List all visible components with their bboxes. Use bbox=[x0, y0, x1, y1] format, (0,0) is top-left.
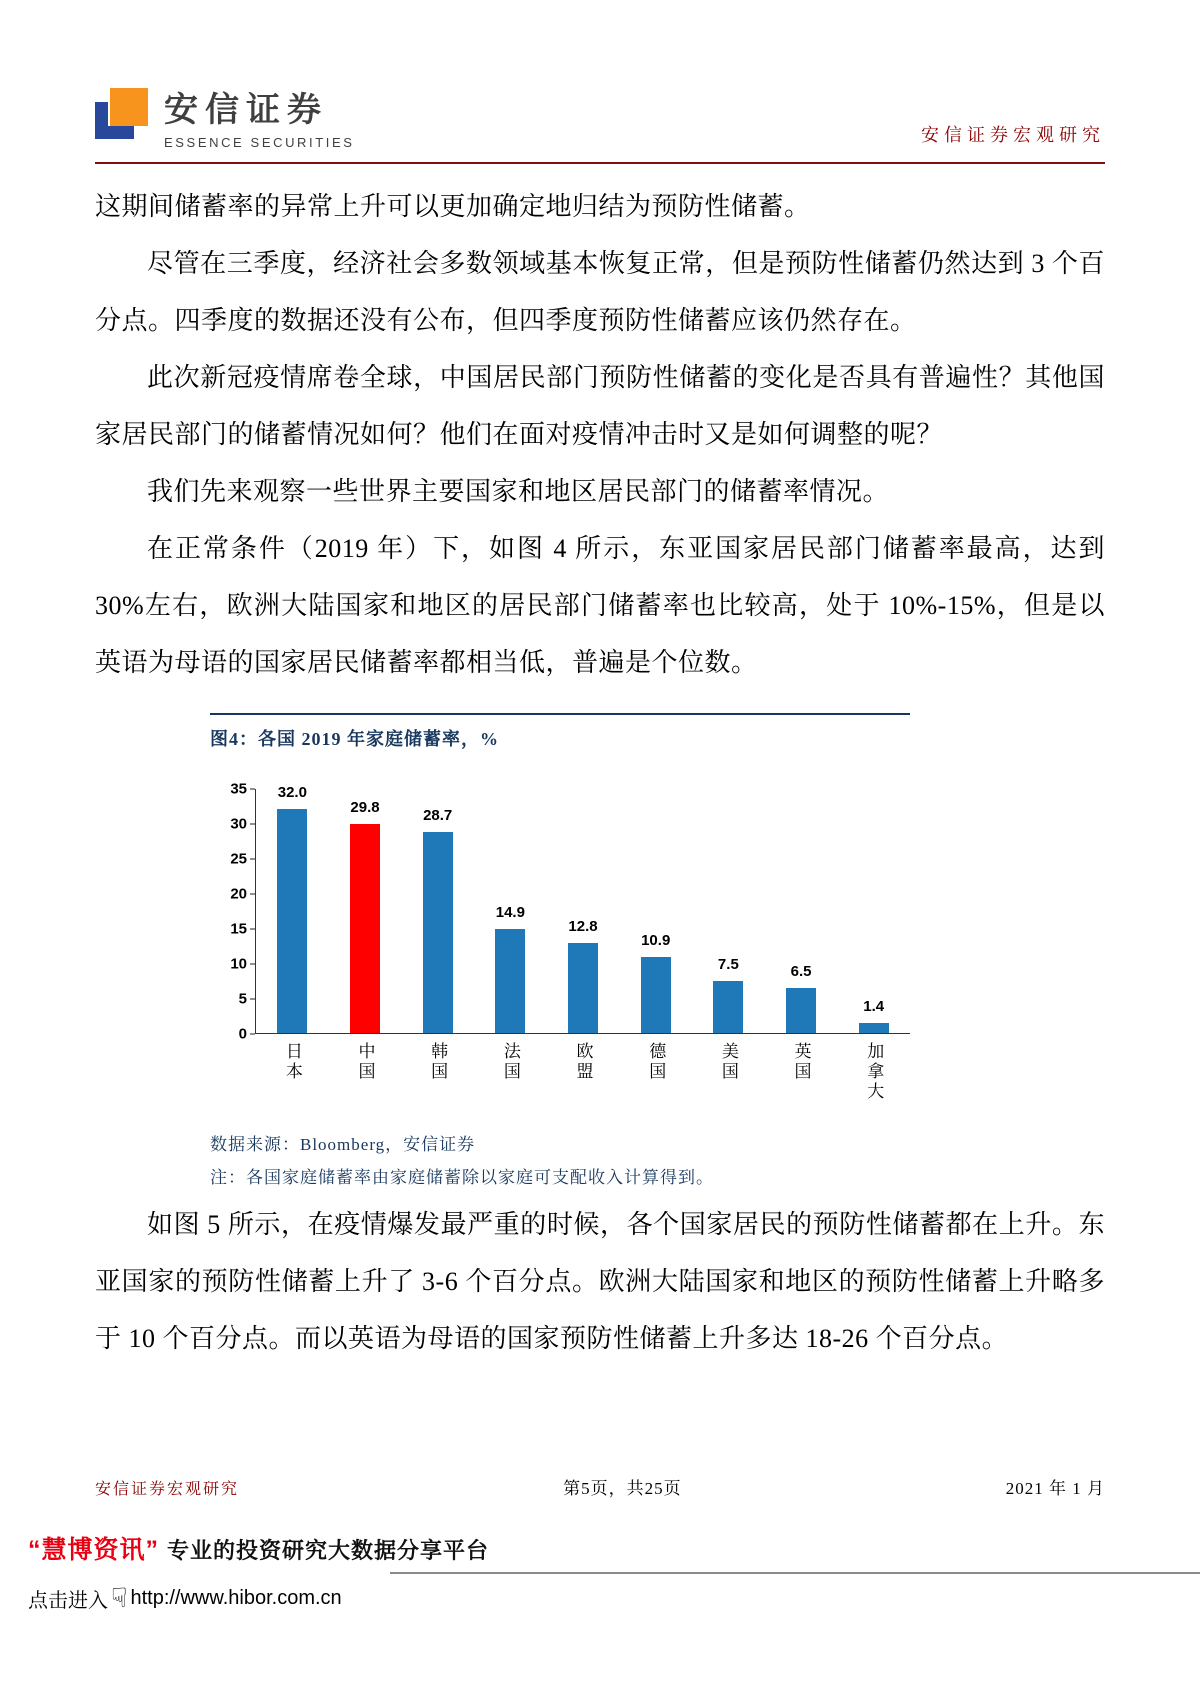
paragraph-2: 尽管在三季度，经济社会多数领域基本恢复正常，但是预防性储蓄仍然达到 3 个百分点。四季度的数据还没有公布，但四季度预防性储蓄应该仍然存在。 bbox=[95, 249, 1105, 335]
article-body bbox=[95, 178, 1105, 1367]
chart-source: 数据来源：Bloomberg，安信证券 bbox=[210, 1135, 476, 1154]
paragraph-6: 如图 5 所示，在疫情爆发最严重的时候，各个国家居民的预防性储蓄都在上升。东亚国家的预防性储蓄上升了 3-6 个百分点。欧洲大陆国家和地区的预防性储蓄上升略多于 10 个百分点。而以英语为母语的国家预防性储蓄上升多达 18-26 个百分点。 bbox=[95, 1210, 1105, 1353]
y-axis bbox=[210, 780, 255, 1043]
bar-日本 bbox=[256, 784, 329, 1033]
chart-top-divider bbox=[210, 713, 910, 715]
x-label-美国: 美国 bbox=[718, 1042, 738, 1082]
paragraph-1: 这期间储蓄率的异常上升可以更加确定地归结为预防性储蓄。 bbox=[95, 192, 811, 221]
x-label-韩国: 韩国 bbox=[428, 1042, 448, 1082]
y-tick: 15 bbox=[230, 921, 255, 938]
bar-chart-plot bbox=[210, 780, 910, 1043]
y-tick: 25 bbox=[230, 851, 255, 868]
bar-value-label: 28.7 bbox=[423, 807, 453, 825]
page-header bbox=[95, 0, 1105, 164]
y-tick: 0 bbox=[239, 1026, 255, 1043]
brand-text bbox=[164, 82, 355, 150]
bar-美国 bbox=[692, 955, 765, 1034]
bar-英国 bbox=[765, 962, 838, 1034]
x-label-法国: 法国 bbox=[500, 1042, 520, 1082]
x-axis-labels bbox=[256, 1034, 910, 1102]
bar-德国 bbox=[619, 931, 692, 1033]
bar-欧盟 bbox=[547, 918, 620, 1033]
header-divider bbox=[95, 162, 1105, 164]
bar-法国 bbox=[474, 903, 547, 1033]
chart-title: 图4：各国 2019 年家庭储蓄率，% bbox=[210, 729, 499, 749]
y-tick: 30 bbox=[230, 816, 255, 833]
paragraph-5: 在正常条件（2019 年）下，如图 4 所示，东亚国家居民部门储蓄率最高，达到 30%左右，欧洲大陆国家和地区的居民部门储蓄率也比较高，处于 10%-15%，但是以英语为母语的国家居民储蓄率都相当低，普遍是个位数。 bbox=[95, 534, 1105, 677]
x-label-欧盟: 欧盟 bbox=[573, 1042, 593, 1082]
bar-value-label: 10.9 bbox=[641, 931, 671, 949]
y-tick: 35 bbox=[230, 781, 255, 798]
footer-date: 2021 年 1 月 bbox=[1005, 1479, 1105, 1498]
bar-value-label: 14.9 bbox=[495, 903, 525, 921]
hibor-cta[interactable]: 点击进入 bbox=[28, 1590, 108, 1612]
chart-note: 注：各国家庭储蓄率由家庭储蓄除以家庭可支配收入计算得到。 bbox=[210, 1168, 714, 1187]
hibor-brand: “慧博资讯” bbox=[28, 1536, 160, 1564]
y-tick: 10 bbox=[230, 956, 255, 973]
bottom-divider bbox=[390, 1572, 1200, 1574]
hibor-tagline: 专业的投资研究大数据分享平台 bbox=[167, 1538, 490, 1563]
y-tick: 5 bbox=[239, 991, 255, 1008]
page-footer bbox=[95, 1474, 1105, 1499]
x-label-中国: 中国 bbox=[355, 1042, 375, 1082]
paragraph-3: 此次新冠疫情席卷全球，中国居民部门预防性储蓄的变化是否具有普遍性？其他国家居民部门的储蓄情况如何？他们在面对疫情冲击时又是如何调整的呢？ bbox=[95, 363, 1105, 449]
report-series-label: 安信证券宏观研究 bbox=[921, 125, 1105, 145]
footer-page-number: 第5页，共25页 bbox=[563, 1479, 682, 1498]
bar-value-label: 32.0 bbox=[277, 784, 307, 801]
essence-logo-icon bbox=[95, 88, 151, 144]
x-label-英国: 英国 bbox=[791, 1042, 811, 1082]
figure-4-chart bbox=[210, 713, 910, 1188]
bar-韩国 bbox=[401, 807, 474, 1033]
bar-value-label: 6.5 bbox=[790, 962, 812, 980]
hibor-tagline-row bbox=[28, 1530, 489, 1566]
brand-name-en: ESSENCE SECURITIES bbox=[164, 135, 355, 150]
pointer-hand-icon: ☟ bbox=[111, 1583, 128, 1613]
brand-name-cn: 安信证券 bbox=[164, 91, 328, 129]
bar-value-label: 12.8 bbox=[568, 918, 598, 936]
essence-securities-logo bbox=[95, 82, 355, 150]
x-label-加拿大: 加拿大 bbox=[864, 1042, 884, 1102]
paragraph-4: 我们先来观察一些世界主要国家和地区居民部门的储蓄率情况。 bbox=[147, 477, 890, 506]
x-label-德国: 德国 bbox=[646, 1042, 666, 1082]
footer-series-label: 安信证券宏观研究 bbox=[95, 1481, 240, 1498]
plot-area bbox=[255, 784, 910, 1034]
bar-value-label: 7.5 bbox=[717, 955, 739, 973]
bar-中国 bbox=[329, 799, 402, 1033]
y-tick: 20 bbox=[230, 886, 255, 903]
hibor-link[interactable]: http://www.hibor.com.cn bbox=[130, 1587, 342, 1609]
bar-value-label: 1.4 bbox=[863, 998, 885, 1016]
x-label-日本: 日本 bbox=[282, 1042, 302, 1082]
bar-value-label: 29.8 bbox=[350, 799, 380, 817]
hibor-link-row bbox=[28, 1584, 489, 1613]
bar-加拿大 bbox=[837, 998, 910, 1033]
